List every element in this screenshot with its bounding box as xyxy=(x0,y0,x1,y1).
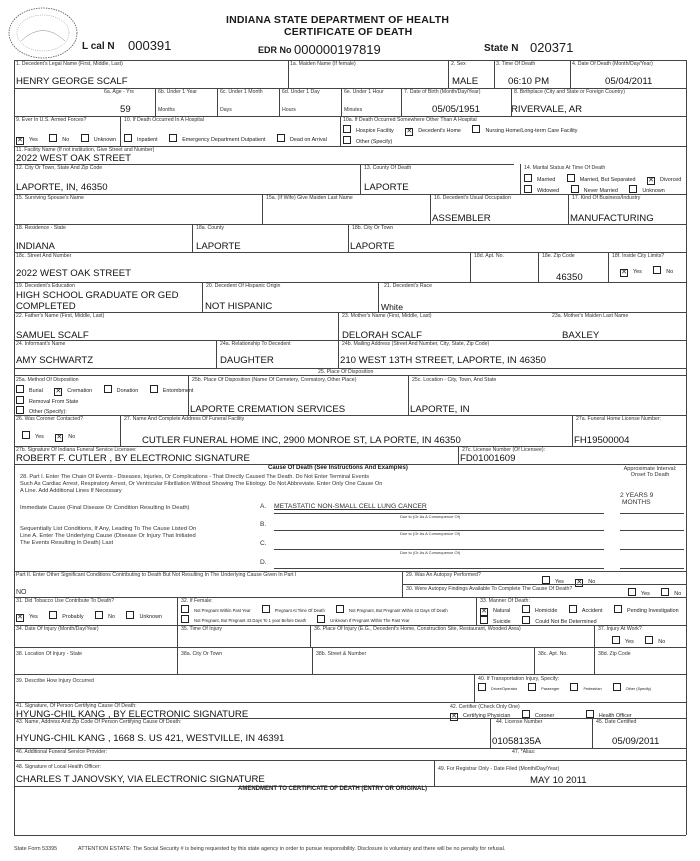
local-number: 000391 xyxy=(128,38,172,53)
transport-other-checkbox[interactable] xyxy=(613,683,621,691)
f39-label: 39. Describe How Injury Occurred xyxy=(16,678,94,684)
immediate-cause-label: Immediate Cause (Final Disease Or Condition Resulting In Death) xyxy=(20,505,190,511)
interval-a-line2: MONTHS xyxy=(622,499,651,506)
coroner-checkbox[interactable] xyxy=(522,710,530,718)
race: White xyxy=(381,302,403,312)
f25b-label: 25b. Place Of Disposition (Name Of Cemetery, Crematory, Other Place) xyxy=(192,377,357,383)
f12-label: 12. City Or Town, State And Zip Code xyxy=(16,165,103,171)
work-no-checkbox[interactable] xyxy=(645,636,653,644)
informant-relationship: DAUGHTER xyxy=(220,355,274,366)
marital-options: Married Married, But Separated ✕ Divorced Widowed Never Married Unknown xyxy=(524,174,691,195)
f35-label: 35. Time Of Injury xyxy=(181,626,222,632)
physician-checkbox[interactable]: ✕ xyxy=(451,713,457,720)
decedent-name: HENRY GEORGE SCALF xyxy=(16,76,128,87)
f17-label: 17. Kind Of Business/Industry xyxy=(572,195,641,201)
tobacco-probably-checkbox[interactable] xyxy=(49,611,57,619)
f24a-label: 24a. Relationship To Decedent xyxy=(220,341,291,347)
f38-label: 38. Location Of Injury - State xyxy=(16,651,83,657)
f13-label: 13. County Of Death xyxy=(364,165,412,171)
tobacco-options: ✕ Yes Probably No Unknown xyxy=(16,611,172,622)
f4-label: 4. Date Of Death (Month/Day/Year) xyxy=(572,61,653,67)
female-options: Not Pregnant Within Past Year Pregnant At Time Of Death Not Pregnant, But Pregnant Within 42 Days Of Death Not Pregnant, But Pregnant 43 Days To 1 year Before Death Unknown If Pregnant Within The Past Year xyxy=(181,605,458,625)
edr-number-label: EDR No xyxy=(258,45,292,55)
doa-checkbox[interactable] xyxy=(277,134,285,142)
f38a-label: 38a. City Or Town xyxy=(181,651,223,657)
f41-label: 41. Signature, Of Person Certifying Cause Of Death: xyxy=(16,703,137,709)
f25c-label: 25c. Location - City, Town, And State xyxy=(412,377,497,383)
coroner-yes-checkbox[interactable] xyxy=(22,431,30,439)
county-of-death: LAPORTE xyxy=(364,182,409,193)
armed-forces-yes-checkbox[interactable]: ✕ xyxy=(17,137,23,144)
f2-label: 2. Sex xyxy=(451,61,466,67)
driver-checkbox[interactable] xyxy=(478,683,486,691)
f16-label: 16. Decedent's Usual Occupation xyxy=(434,195,511,201)
education-line2: COMPLETED xyxy=(16,301,76,312)
f1-label: 1. Decedent's Legal Name (First, Middle, Last) xyxy=(16,61,123,67)
f23a-label: 23a. Mother's Maiden Last Name xyxy=(552,313,629,319)
autopsy-no-checkbox[interactable]: ✕ xyxy=(576,579,583,586)
not-pregnant-checkbox[interactable] xyxy=(181,605,189,613)
f23-label: 23. Mother's Name (First, Middle, Last) xyxy=(342,313,432,319)
f47-label: 47. *Alias: xyxy=(512,749,536,755)
f11-label: 11. Facility Name (If not institution, Give Street and Number) xyxy=(16,147,155,153)
interval-label: Approximate Interval: Onset To Death xyxy=(623,466,677,478)
transport-options: Driver/Operator Passenger Pedestrian Other (Specify) xyxy=(478,683,661,693)
f15a-label: 15a. (If Wife) Give Maiden Last Name xyxy=(266,195,353,201)
residence-county: LAPORTE xyxy=(196,241,241,252)
f18-label: 18. Residence - State xyxy=(16,225,66,231)
city-limits-options: ✕ Yes No xyxy=(620,266,683,277)
f22-label: 22. Father's Name (First, Middle, Last) xyxy=(16,313,105,319)
f6a-label: 6a. Age - Yrs xyxy=(104,89,134,95)
f27c-label: 27c. License Number (Of Licensee): xyxy=(462,447,546,453)
manner-options: ✕ Natural Homicide Accident Pending Investigation Suicide Could Not Be Determined xyxy=(480,605,689,626)
findings-yes-checkbox[interactable] xyxy=(628,588,636,596)
f19-label: 19. Decedent's Education xyxy=(16,283,75,289)
f6c-label: 6c. Under 1 Month xyxy=(220,89,263,95)
other-place-checkbox[interactable] xyxy=(343,136,351,144)
f6c-unit: Days xyxy=(220,107,232,113)
edr-number: 000000197819 xyxy=(294,42,381,57)
line-c-marker: C. xyxy=(260,540,267,547)
f43-label: 43. Name, Address And Zip Code Of Person Certifying Cause Of Death: xyxy=(16,719,182,725)
coroner-no-checkbox[interactable]: ✕ xyxy=(56,434,63,441)
accident-checkbox[interactable] xyxy=(569,605,577,613)
sequential-label-3: The Events Resulting In Death) Last xyxy=(20,540,114,546)
occupation: ASSEMBLER xyxy=(432,213,491,224)
state-number: 020371 xyxy=(530,40,574,55)
pedestrian-checkbox[interactable] xyxy=(570,683,578,691)
f21-label: 21. Decedent's Race xyxy=(384,283,432,289)
f31-label: 31. Did Tobacco Use Contribute To Death? xyxy=(16,598,115,604)
hispanic-origin: NOT HISPANIC xyxy=(205,301,273,312)
education-line1: HIGH SCHOOL GRADUATE OR GED xyxy=(16,290,179,301)
f6e-label: 6e. Under 1 Hour xyxy=(344,89,384,95)
f44-label: 44. License Number xyxy=(496,719,543,725)
facility-city: LAPORTE, IN, 46350 xyxy=(16,182,108,193)
date-of-death: 05/04/2011 xyxy=(605,76,653,87)
armed-forces-options: ✕ Yes No Unknown xyxy=(16,134,126,145)
mother-name: DELORAH SCALF xyxy=(342,330,422,341)
f38b-label: 38b. Street & Number xyxy=(316,651,367,657)
f25-label: 25. Place Of Disposition xyxy=(318,369,374,375)
autopsy-findings-options: Yes No xyxy=(628,588,691,598)
cause-a: METASTATIC NON-SMALL CELL LUNG CANCER xyxy=(274,503,427,510)
city-limits-yes-checkbox[interactable]: ✕ xyxy=(621,269,627,276)
f26-label: 26. Was Coroner Contacted? xyxy=(16,416,83,422)
cause-instructions-1: 28. Part I. Enter The Chain Of Events - Diseases, Injuries, Or Complications - That Directly Caused The Death. Do Not Enter Terminal Events xyxy=(20,474,370,480)
natural-checkbox[interactable]: ✕ xyxy=(481,608,487,615)
inpatient-checkbox[interactable] xyxy=(124,134,132,142)
f6b-unit: Months xyxy=(158,107,176,113)
burial-checkbox[interactable] xyxy=(16,385,24,393)
f18d-label: 18d. Apt. No. xyxy=(474,253,504,259)
local-number-label: L cal N xyxy=(82,41,115,52)
armed-forces-unknown-checkbox[interactable] xyxy=(81,134,89,142)
f18c-label: 18c. Street And Number xyxy=(16,253,72,259)
form-title: INDIANA STATE DEPARTMENT OF HEALTH xyxy=(226,14,450,26)
health-officer-checkbox[interactable] xyxy=(586,710,594,718)
autopsy-yes-checkbox[interactable] xyxy=(542,576,550,584)
line-b-marker: B. xyxy=(260,521,267,528)
f32-label: 32. If Female: xyxy=(181,598,213,604)
certifier-signature: HYUNG-CHIL KANG , BY ELECTRONIC SIGNATURE xyxy=(16,709,249,720)
due-to-c: Due to (Or As A Consequence Of) xyxy=(400,550,461,555)
work-yes-checkbox[interactable] xyxy=(612,636,620,644)
marital-unknown-checkbox[interactable] xyxy=(629,185,637,193)
due-to-b: Due to (Or As A Consequence Of) xyxy=(400,531,461,536)
f38d-label: 38d. Zip Code xyxy=(598,651,631,657)
industry: MANUFACTURING xyxy=(570,213,654,224)
disposition-location: LAPORTE, IN xyxy=(410,404,470,415)
never-married-checkbox[interactable] xyxy=(571,185,579,193)
findings-no-checkbox[interactable] xyxy=(661,588,669,596)
license-number: 01058135A xyxy=(492,736,542,747)
f25a-label: 25a. Method Of Disposition xyxy=(16,377,79,383)
informant-address: 210 WEST 13TH STREET, LAPORTE, IN 46350 xyxy=(340,355,546,366)
time-of-death: 06:10 PM xyxy=(508,76,550,87)
pregnant-43-checkbox[interactable] xyxy=(181,615,189,623)
removal-checkbox[interactable] xyxy=(16,396,24,404)
f6e-unit: Minutes xyxy=(344,107,363,113)
f36-label: 36. Place Of Injury (E.G., Decedent's Home, Construction Site, Restaurant, Wooded Area) xyxy=(314,626,521,632)
mother-maiden-name: BAXLEY xyxy=(562,330,600,341)
nursing-home-checkbox[interactable] xyxy=(472,125,480,133)
line-d-marker: D. xyxy=(260,559,267,566)
disposition-place: LAPORTE CREMATION SERVICES xyxy=(190,404,346,415)
f45-label: 45. Date Certified xyxy=(596,719,637,725)
f42-label: 42. Certifier (Check Only One) xyxy=(450,704,520,710)
cremation-checkbox[interactable]: ✕ xyxy=(55,388,62,395)
f24b-label: 24b. Mailing Address (Street And Number, City, State, Zip Code) xyxy=(342,341,490,347)
f15-label: 15. Surviving Spouse's Name xyxy=(16,195,84,201)
due-to-a: Due to (Or As A Consequence Of) xyxy=(400,514,461,519)
f20-label: 20. Decedent Of Hispanic Origin xyxy=(206,283,281,289)
pregnant-unknown-checkbox[interactable] xyxy=(317,615,325,623)
f27b-label: 27b. Signature Of Indiana Funeral Service Licensee: xyxy=(16,447,137,453)
f48-label: 48. Signature of Local Health Officer: xyxy=(16,764,101,770)
other-disposition-checkbox[interactable] xyxy=(16,406,24,414)
residence-city: LAPORTE xyxy=(350,241,395,252)
f7-label: 7. Date of Birth (Month/Day/Year) xyxy=(404,89,481,95)
f9-label: 9. Ever In U.S. Armed Forces? xyxy=(16,117,87,123)
f18e-label: 18e. Zip Code xyxy=(542,253,575,259)
interval-a-line1: 2 YEARS 9 xyxy=(620,492,654,499)
f18b-label: 18b. City Or Town xyxy=(352,225,394,231)
cause-instructions-2: Such As Cardiac Arrest, Respiratory Arrest, Or Ventricular Fibrillation Without Showing The Etiology. Do Not Abbreviate. Enter Only One Cause On xyxy=(20,481,383,487)
age-years: 59 xyxy=(120,104,131,115)
informant-name: AMY SCHWARTZ xyxy=(16,355,94,366)
pregnant-checkbox[interactable] xyxy=(262,605,270,613)
part2-value: NO xyxy=(16,589,27,596)
f3-label: 3. Time Of Death xyxy=(496,61,536,67)
separated-checkbox[interactable] xyxy=(567,174,575,182)
f34-label: 34. Date Of Injury (Month/Day/Year) xyxy=(16,626,99,632)
divorced-checkbox[interactable]: ✕ xyxy=(648,177,654,184)
coroner-options: Yes ✕ No xyxy=(22,431,85,442)
amendment-heading: AMENDMENT TO CERTIFICATE OF DEATH (ENTRY OR ORIGINAL) xyxy=(238,786,427,792)
f33-label: 33. Manner Of Death: xyxy=(480,598,530,604)
other-place-options: Hospice Facility ✕ Decedent's Home Nursing Home/Long-term Care Facility Other (Specify) xyxy=(343,125,587,146)
cause-instructions-3: A Line. Add Additional Lines If Necessary xyxy=(20,488,122,494)
f6d-label: 6d. Under 1 Day xyxy=(282,89,320,95)
f6b-label: 6b. Under 1 Year xyxy=(158,89,197,95)
f10a-label: 10a. If Death Occurred Somewhere Other Than A Hospital xyxy=(343,117,477,123)
sex-value: MALE xyxy=(452,76,479,87)
f18f-label: 18f. Inside City Limits? xyxy=(612,253,665,259)
f6d-unit: Hours xyxy=(282,107,296,113)
pregnant-42-checkbox[interactable] xyxy=(336,605,344,613)
part2-label: Part II. Enter Other Significant Conditions Contributing to Death But Not Resulting In The Underlying Cause Given In Part I xyxy=(16,572,297,578)
donation-checkbox[interactable] xyxy=(104,385,112,393)
date-filed: MAY 10 2011 xyxy=(530,775,587,786)
f38c-label: 38c. Apt. No. xyxy=(538,651,568,657)
date-certified: 05/09/2011 xyxy=(612,736,660,747)
undetermined-checkbox[interactable] xyxy=(522,616,530,624)
f10-label: 10. If Death Occurred In A Hospital xyxy=(124,117,204,123)
certifier-address: HYUNG-CHIL KANG , 1668 S. US 421, WESTVILLE, IN 46391 xyxy=(16,733,285,744)
disposition-options: Burial ✕ Cremation Donation Entombment Removal From State Other (Specify): xyxy=(16,385,203,416)
pending-checkbox[interactable] xyxy=(614,605,622,613)
f8-label: 8. Birthplace (City and State or Foreign Country) xyxy=(514,89,626,95)
hospital-options: Inpatient Emergency Department Outpatient Dead on Arrival xyxy=(124,134,337,144)
funeral-licensee-signature: ROBERT F. CUTLER , BY ELECTRONIC SIGNATURE xyxy=(16,453,250,464)
f29-label: 29. Was An Autopsy Performed? xyxy=(406,572,481,578)
form-subtitle: CERTIFICATE OF DEATH xyxy=(284,26,413,38)
tobacco-no-checkbox[interactable] xyxy=(95,611,103,619)
f1a-label: 1a. Maiden Name (If female) xyxy=(290,61,356,67)
footer-notice: ATTENTION ESTATE: The Social Security # is being requested by this state agency in order to pursue responsibility. Disclosure is voluntary and there will be no penalty for refusal. xyxy=(78,846,506,852)
residence-state: INDIANA xyxy=(16,241,55,252)
date-of-birth: 05/05/1951 xyxy=(432,104,481,115)
f14-label: 14. Marital Status At Time Of Death xyxy=(524,165,606,171)
form-number: State Form 53395 xyxy=(14,846,58,852)
emergency-checkbox[interactable] xyxy=(169,134,177,142)
city-limits-no-checkbox[interactable] xyxy=(653,266,661,274)
f40-label: 40. If Transportation Injury, Specify: xyxy=(478,676,560,682)
f37-label: 37. Injury At Work? xyxy=(598,626,642,632)
residence-street: 2022 WEST OAK STREET xyxy=(16,268,131,279)
certifier-options: ✕ Certifying Physician Coroner Health Officer xyxy=(450,710,642,721)
injury-work-options: Yes No xyxy=(612,636,675,646)
autopsy-options: Yes ✕ No xyxy=(542,576,605,587)
suicide-checkbox[interactable] xyxy=(480,616,488,624)
decedent-home-checkbox[interactable]: ✕ xyxy=(406,128,413,135)
f24-label: 24. Informant's Name xyxy=(16,341,66,347)
father-name: SAMUEL SCALF xyxy=(16,330,89,341)
f46-label: 46. Additional Funeral Service Provider: xyxy=(16,749,108,755)
tobacco-unknown-checkbox[interactable] xyxy=(126,611,134,619)
f27a-label: 27a. Funeral Home License Number: xyxy=(576,416,662,422)
residence-zip: 46350 xyxy=(556,272,583,283)
armed-forces-no-checkbox[interactable] xyxy=(49,134,57,142)
married-checkbox[interactable] xyxy=(524,174,532,182)
sequential-label-2: Line A. Enter The Underlying Cause (Disease Or Injury That Initiated xyxy=(20,533,196,539)
hospice-checkbox[interactable] xyxy=(343,125,351,133)
passenger-checkbox[interactable] xyxy=(528,683,536,691)
f27-label: 27. Name And Complete Address Of Funeral Facility xyxy=(124,416,245,422)
health-officer-signature: CHARLES T JANOVSKY, VIA ELECTRONIC SIGNATURE xyxy=(16,774,265,785)
widowed-checkbox[interactable] xyxy=(524,185,532,193)
sequential-label-1: Sequentially List Conditions, If Any, Leading To The Cause Listed On xyxy=(20,526,197,532)
licensee-number: FD01001609 xyxy=(460,453,516,464)
f30-label: 30. Were Autopsy Findings Available To Complete The Cause Of Death? xyxy=(406,586,573,592)
homicide-checkbox[interactable] xyxy=(522,605,530,613)
entombment-checkbox[interactable] xyxy=(150,385,158,393)
f18a-label: 18a. County xyxy=(196,225,224,231)
birthplace: RIVERVALE, AR xyxy=(511,104,583,115)
cause-heading: Cause Of Death (See Instructions And Examples) xyxy=(268,465,408,471)
funeral-facility: CUTLER FUNERAL HOME INC, 2900 MONROE ST, LA PORTE, IN 46350 xyxy=(142,435,461,446)
f49-label: 49. For Registrar Only - Date Filed (Month/Day/Year) xyxy=(438,766,560,772)
funeral-license: FH19500004 xyxy=(574,435,630,446)
line-a-marker: A. xyxy=(260,503,267,510)
state-seal xyxy=(7,6,79,60)
facility-name: 2022 WEST OAK STREET xyxy=(16,153,131,164)
state-number-label: State N xyxy=(484,43,519,54)
tobacco-yes-checkbox[interactable]: ✕ xyxy=(17,614,23,621)
